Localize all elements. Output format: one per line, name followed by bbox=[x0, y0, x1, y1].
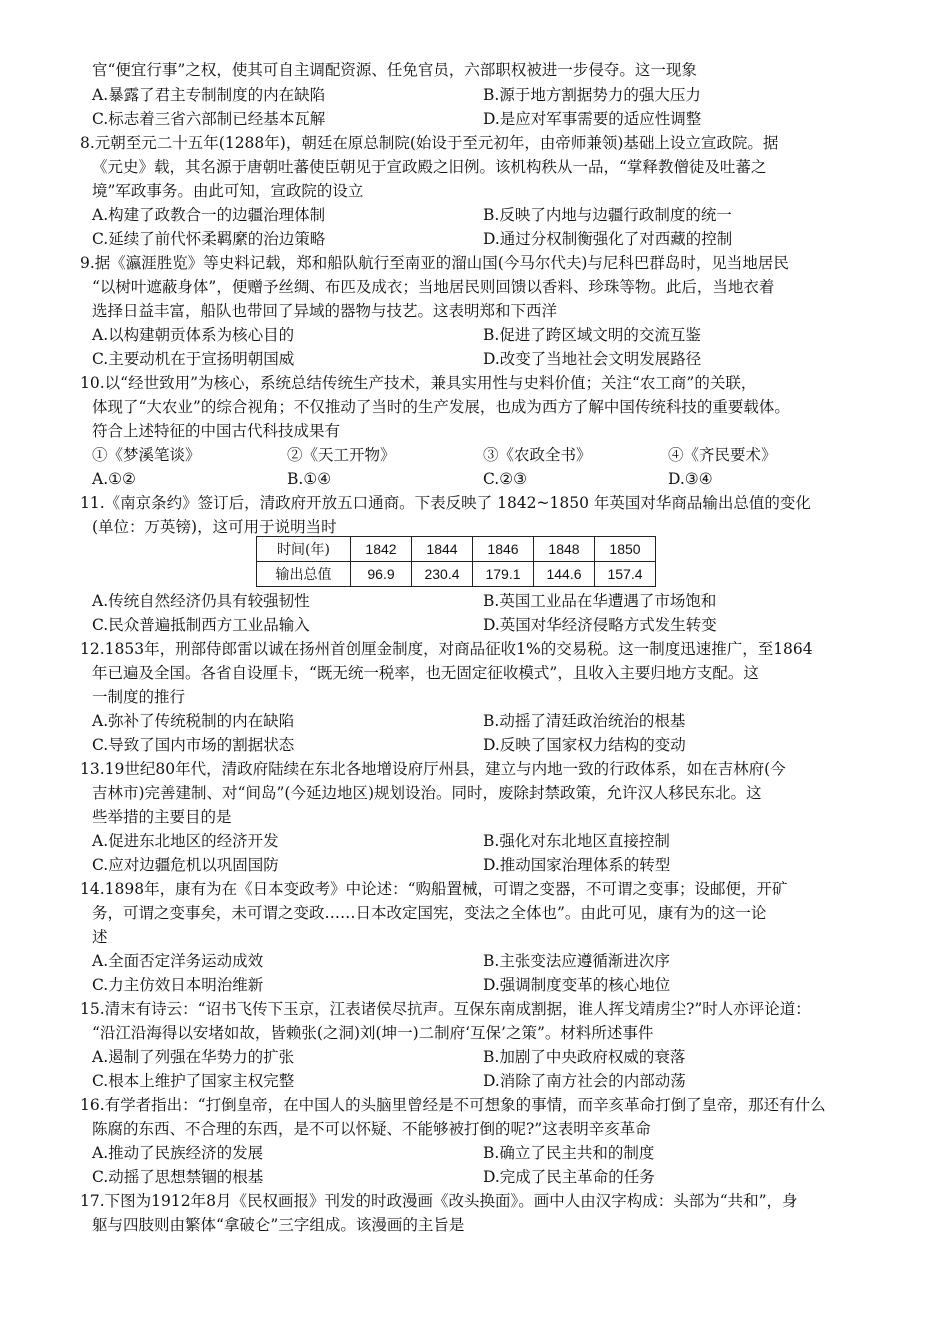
q14-option-a: A.全面否定洋务运动成效 bbox=[92, 952, 264, 970]
q13-option-a: A.促进东北地区的经济开发 bbox=[92, 832, 279, 850]
q17-stem-line1: 17.下图为1912年8月《民权画报》刊发的时政漫画《改头换面》。画中人由汉字构成：头部为“共和”，身 bbox=[80, 1192, 798, 1210]
table-cell: 1844 bbox=[412, 537, 473, 562]
q12-option-b: B.动摇了清廷政治统治的根基 bbox=[483, 712, 686, 730]
q7-stem-tail: 官“便宜行事”之权，使其可自主调配资源、任免官员，六部职权被进一步侵夺。这一现象 bbox=[92, 61, 697, 79]
q8-stem-line2: 《元史》载，其名源于唐朝吐蕃使臣朝见于宣政殿之旧例。该机构秩从一品，“掌释教僧徒及吐蕃之 bbox=[92, 158, 767, 176]
q8-option-d: D.通过分权制衡强化了对西藏的控制 bbox=[483, 230, 733, 248]
q10-option-c: C.②③ bbox=[483, 470, 528, 488]
q11-option-c: C.民众普遍抵制西方工业品输入 bbox=[92, 616, 310, 634]
q10-item-2: ②《天工开物》 bbox=[287, 446, 396, 464]
table-cell: 1850 bbox=[595, 537, 656, 562]
table-row bbox=[257, 562, 656, 587]
q10-option-d: D.③④ bbox=[668, 470, 713, 488]
q9-option-c: C.主要动机在于宣扬明朝国威 bbox=[92, 350, 295, 368]
q15-option-d: D.消除了南方社会的内部动荡 bbox=[483, 1072, 686, 1090]
q11-option-b: B.英国工业品在华遭遇了市场饱和 bbox=[483, 592, 717, 610]
q9-stem-line2: “以树叶遮蔽身体”，便赠予丝绸、布匹及成衣；当地居民则回馈以香料、珍珠等物。此后，当地衣着 bbox=[92, 278, 775, 296]
q13-option-b: B.强化对东北地区直接控制 bbox=[483, 832, 670, 850]
q10-option-a: A.①② bbox=[92, 470, 136, 488]
q12-stem-line3: 一制度的推行 bbox=[92, 688, 186, 706]
table-cell: 144.6 bbox=[534, 562, 595, 587]
q14-option-d: D.强调制度变革的核心地位 bbox=[483, 976, 671, 994]
q13-stem-line1: 13.19世纪80年代，清政府陆续在东北各地增设府厅州县，建立与内地一致的行政体系，如在吉林府(今 bbox=[80, 760, 786, 778]
q9-option-b: B.促进了跨区域文明的交流互鉴 bbox=[483, 326, 701, 344]
q12-option-d: D.反映了国家权力结构的变动 bbox=[483, 736, 686, 754]
q8-stem-line1: 8.元朝至元二十五年(1288年)，朝廷在原总制院(始设于至元初年，由帝师兼领)基础上设立宣政院。据 bbox=[80, 134, 779, 152]
q8-option-b: B.反映了内地与边疆行政制度的统一 bbox=[483, 206, 732, 224]
q15-stem-line2: “沿江沿海得以安堵如故，皆赖张(之洞)刘(坤一)二制府‘互保’之策”。材料所述事件 bbox=[92, 1024, 654, 1042]
q8-option-a: A.构建了政教合一的边疆治理体制 bbox=[92, 206, 326, 224]
q10-item-3: ③《农政全书》 bbox=[483, 446, 592, 464]
q16-option-c: C.动摇了思想禁锢的根基 bbox=[92, 1168, 264, 1186]
q13-option-d: D.推动国家治理体系的转型 bbox=[483, 856, 671, 874]
export-value-table bbox=[256, 536, 656, 587]
q16-option-b: B.确立了民主共和的制度 bbox=[483, 1144, 655, 1162]
q13-stem-line2: 吉林市)完善建制、对“间岛”(今延边地区)规划设治。同时，废除封禁政策，允许汉人移民东北。这 bbox=[92, 784, 762, 802]
q9-stem-line1: 9.据《瀛涯胜览》等史料记载，郑和船队航行至南亚的溜山国(今马尔代夫)与尼科巴群岛时，见当地居民 bbox=[80, 254, 789, 272]
q14-stem-line2: 务，可谓之变事矣，未可谓之变政……日本改定国宪，变法之全体也”。由此可见，康有为的这一论 bbox=[92, 904, 767, 922]
q16-stem-line1: 16.有学者指出：“打倒皇帝，在中国人的头脑里曾经是不可想象的事情，而辛亥革命打倒了皇帝，那还有什么 bbox=[80, 1096, 826, 1114]
q15-option-a: A.遏制了列强在华势力的扩张 bbox=[92, 1048, 295, 1066]
q11-stem-line1: 11.《南京条约》签订后，清政府开放五口通商。下表反映了 1842~1850 年英国对华商品输出总值的变化 bbox=[80, 494, 811, 512]
q10-stem-line1: 10.以“经世致用”为核心，系统总结传统生产技术，兼具实用性与史料价值；关注“农工商”的关联， bbox=[80, 374, 757, 392]
q7-option-d: D.是应对军事需要的适应性调整 bbox=[483, 110, 702, 128]
q14-stem-line1: 14.1898年，康有为在《日本变政考》中论述：“购船置械，可谓之变器，不可谓之变事；设邮便，开矿 bbox=[80, 880, 788, 898]
q12-option-a: A.弥补了传统税制的内在缺陷 bbox=[92, 712, 295, 730]
table-cell: 230.4 bbox=[412, 562, 473, 587]
q12-stem-line2: 年已遍及全国。各省自设厘卡，“既无统一税率，也无固定征收模式”，且收入主要归地方支配。这 bbox=[92, 664, 759, 682]
q15-option-c: C.根本上维护了国家主权完整 bbox=[92, 1072, 295, 1090]
q9-option-d: D.改变了当地社会文明发展路径 bbox=[483, 350, 702, 368]
q15-stem-line1: 15.清末有诗云：“诏书飞传下玉京，江表诸侯尽抗声。互保东南成割据，谁人挥戈靖虏尘?”时人亦评论道： bbox=[80, 1000, 811, 1018]
q10-item-4: ④《齐民要术》 bbox=[668, 446, 777, 464]
q16-stem-line2: 陈腐的东西、不合理的东西，是不可以怀疑、不能够被打倒的呢?”这表明辛亥革命 bbox=[92, 1120, 651, 1138]
q7-option-b: B.源于地方割据势力的强大压力 bbox=[483, 86, 701, 104]
q9-stem-line3: 选择日益丰富，船队也带回了异域的器物与技艺。这表明郑和下西洋 bbox=[92, 302, 558, 320]
table-cell: 157.4 bbox=[595, 562, 656, 587]
q14-option-b: B.主张变法应遵循渐进次序 bbox=[483, 952, 670, 970]
table-cell: 输出总值 bbox=[257, 562, 351, 587]
table-cell: 1848 bbox=[534, 537, 595, 562]
q9-option-a: A.以构建朝贡体系为核心目的 bbox=[92, 326, 295, 344]
table-header-row bbox=[257, 537, 656, 562]
q11-stem-line2: (单位：万英镑)，这可用于说明当时 bbox=[92, 518, 337, 536]
q13-option-c: C.应对边疆危机以巩固国防 bbox=[92, 856, 279, 874]
q12-option-c: C.导致了国内市场的割据状态 bbox=[92, 736, 295, 754]
table-cell: 96.9 bbox=[351, 562, 412, 587]
table-cell: 179.1 bbox=[473, 562, 534, 587]
table-cell: 1846 bbox=[473, 537, 534, 562]
q8-stem-line3: 境”军政事务。由此可知，宣政院的设立 bbox=[92, 182, 364, 200]
q8-option-c: C.延续了前代怀柔羁縻的治边策略 bbox=[92, 230, 326, 248]
q17-stem-line2: 躯与四肢则由繁体“拿破仑”三字组成。该漫画的主旨是 bbox=[92, 1216, 465, 1234]
q14-stem-line3: 述 bbox=[92, 928, 108, 946]
q16-option-a: A.推动了民族经济的发展 bbox=[92, 1144, 264, 1162]
q10-option-b: B.①④ bbox=[287, 470, 332, 488]
table-cell: 1842 bbox=[351, 537, 412, 562]
q15-option-b: B.加剧了中央政府权威的衰落 bbox=[483, 1048, 686, 1066]
q7-option-c: C.标志着三省六部制已经基本瓦解 bbox=[92, 110, 326, 128]
q7-option-a: A.暴露了君主专制制度的内在缺陷 bbox=[92, 86, 326, 104]
q14-option-c: C.力主仿效日本明治维新 bbox=[92, 976, 264, 994]
q10-stem-line3: 符合上述特征的中国古代科技成果有 bbox=[92, 422, 341, 440]
q11-option-d: D.英国对华经济侵略方式发生转变 bbox=[483, 616, 717, 634]
table-cell: 时间(年) bbox=[257, 537, 351, 562]
q16-option-d: D.完成了民主革命的任务 bbox=[483, 1168, 655, 1186]
q10-stem-line2: 体现了“大农业”的综合视角；不仅推动了当时的生产发展，也成为西方了解中国传统科技的重要载体。 bbox=[92, 398, 790, 416]
q13-stem-line3: 些举措的主要目的是 bbox=[92, 808, 232, 826]
q11-option-a: A.传统自然经济仍具有较强韧性 bbox=[92, 592, 310, 610]
q10-item-1: ①《梦溪笔谈》 bbox=[92, 446, 201, 464]
q12-stem-line1: 12.1853年，刑部侍郎雷以诚在扬州首创厘金制度，对商品征收1%的交易税。这一制度迅速推广，至1864 bbox=[80, 640, 813, 658]
